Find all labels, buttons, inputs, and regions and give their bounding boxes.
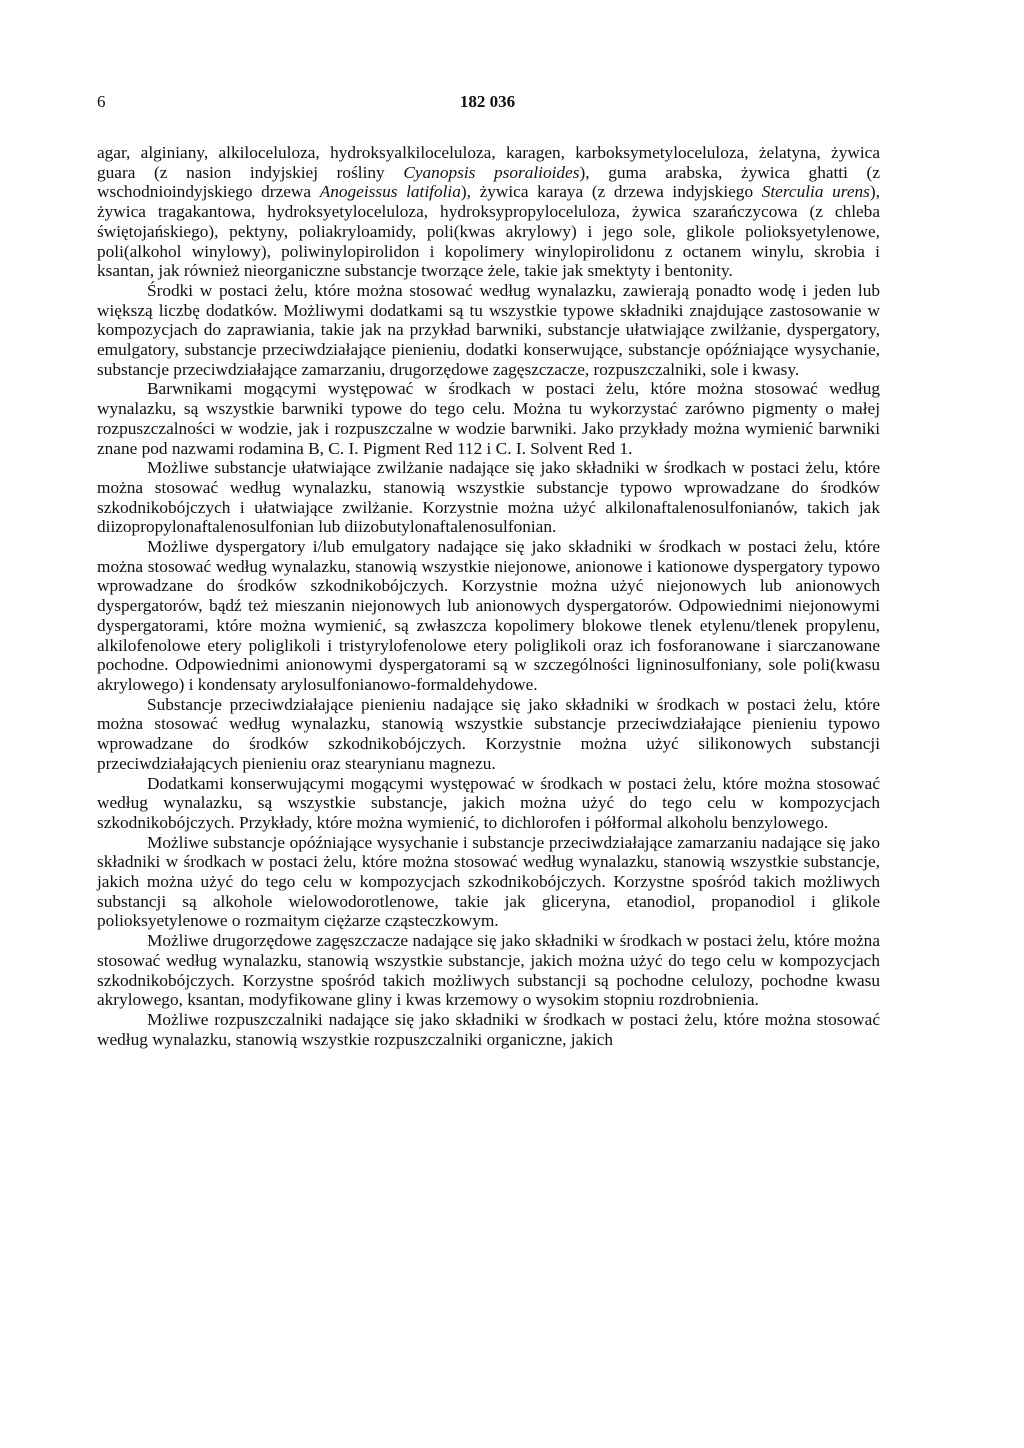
page-number: 6 — [97, 92, 106, 111]
paragraph: Dodatkami konserwującymi mogącymi występować w środkach w postaci żelu, które można stosować według wynalazku, są wszystkie substancje, jakich można użyć do tego celu w kompozycjach szkodnikobójczych. Przykłady, które można wymienić, to dichlorofen i półformal alkoholu benzylowego. — [97, 773, 880, 832]
paragraph: Możliwe substancje ułatwiające zwilżanie nadające się jako składniki w środkach w postaci żelu, które można stosować według wynalazku, stanowią wszystkie substancje typowo wprowadzane do środków szkodnikobójczych i ułatwiające zwilżanie. Korzystnie można użyć alkilonaftalenosulfonianów, takich jak diizopropylonaftalenosulfonian lub diizobutylonaftalenosulfonian. — [97, 458, 880, 537]
paragraph: Możliwe drugorzędowe zagęszczacze nadające się jako składniki w środkach w postaci żelu, które można stosować według wynalazku, stanowią wszystkie substancje, jakich można użyć do tego celu w kompozycjach szkodnikobójczych. Korzystne spośród takich możliwych substancji są pochodne celulozy, pochodne kwasu akrylowego, ksantan, modyfikowane gliny i kwas krzemowy o wysokim stopniu rozdrobnienia. — [97, 931, 880, 1010]
paragraph: Substancje przeciwdziałające pienieniu nadające się jako składniki w środkach w postaci żelu, które można stosować według wynalazku, stanowią wszystkie substancje przeciwdziałające pienieniu typowo wprowadzane do środków szkodnikobójczych. Korzystnie można użyć silikonowych substancji przeciwdziałających pienieniu oraz stearynianu magnezu. — [97, 694, 880, 773]
paragraph: Środki w postaci żelu, które można stosować według wynalazku, zawierają ponadto wodę i jeden lub większą liczbę dodatków. Możliwymi dodatkami są tu wszystkie typowe składniki znajdujące zastosowanie w kompozycjach do zaprawiania, takie jak na przykład barwniki, substancje ułatwiające zwilżanie, dyspergatory, emulgatory, substancje przeciwdziałające pienieniu, dodatki konserwujące, substancje opóźniające wysychanie, substancje przeciwdziałające zamarzaniu, drugorzędowe zagęszczacze, rozpuszczalniki, sole i kwasy. — [97, 280, 880, 379]
page-header — [97, 92, 878, 116]
document-body — [97, 143, 880, 1049]
species-name: Cyanopsis psoralioides — [403, 162, 580, 182]
patent-number: 182 036 — [459, 92, 516, 111]
paragraph: Możliwe dyspergatory i/lub emulgatory nadające się jako składniki w środkach w postaci żelu, które można stosować według wynalazku, stanowią wszystkie niejonowe, anionowe i kationowe dyspergatory typowo wprowadzane do środków szkodnikobójczych. Korzystnie można użyć niejonowych lub anionowych dyspergatorów, bądź też mieszanin niejonowych lub anionowych dyspergatorów. Odpowiednimi niejonowymi dyspergatorami, które można wymienić, są zwłaszcza kopolimery blokowe tlenek etylenu/tlenek propylenu, alkilofenolowe etery poliglikoli i tristyrylofenolowe etery poliglikoli oraz ich fosforanowane i siarczanowane pochodne. Odpowiednimi anionowymi dyspergatorami są w szczególności ligninosulfoniany, sole poli(kwasu akrylowego) i kondensaty arylosulfonianowo-formaldehydowe. — [97, 537, 880, 694]
paragraph: Możliwe rozpuszczalniki nadające się jako składniki w środkach w postaci żelu, które można stosować według wynalazku, stanowią wszystkie rozpuszczalniki organiczne, jakich — [97, 1009, 880, 1049]
paragraph: Barwnikami mogącymi występować w środkach w postaci żelu, które można stosować według wynalazku, są wszystkie barwniki typowe do tego celu. Można tu wykorzystać zarówno pigmenty o małej rozpuszczalności w wodzie, jak i rozpuszczalne w wodzie barwniki. Jako przykłady można wymienić barwniki znane pod nazwami rodamina B, C. I. Pigment Red 112 i C. I. Solvent Red 1. — [97, 379, 880, 458]
paragraph: agar, alginiany, alkiloceluloza, hydroksyalkiloceluloza, karagen, karboksymetyloceluloza, żelatyna, żywica guara (z nasion indyjskiej rośliny Cyanopsis psoralioides), guma arabska, żywica ghatti (z wschodnioindyjskiego drzewa Anogeissus latifolia), żywica karaya (z drzewa indyjskiego Sterculia urens), żywica tragakantowa, hydroksyetyloceluloza, hydroksypropyloceluloza, żywica szarańczycowa (z chleba świętojańskiego), pektyny, poliakryloamidy, poli(kwas akrylowy) i jego sole, glikole polioksyetylenowe, poli(alkohol winylowy), poliwinylopirolidon i kopolimery winylopirolidonu z octanem winylu, skrobia i ksantan, jak również nieorganiczne substancje tworzące żele, takie jak smektyty i bentonity. — [97, 143, 880, 281]
paragraph: Możliwe substancje opóźniające wysychanie i substancje przeciwdziałające zamarzaniu nadające się jako składniki w środkach w postaci żelu, które można stosować według wynalazku, stanowią wszystkie substancje, jakich można użyć do tego celu w kompozycjach szkodnikobójczych. Korzystne spośród takich możliwych substancji są alkohole wielowodorotlenowe, takie jak gliceryna, etanodiol, propanodiol i glikole polioksyetylenowe o rozmaitym ciężarze cząsteczkowym. — [97, 832, 880, 931]
species-name: Sterculia urens — [761, 182, 870, 202]
species-name: Anogeissus latifolia — [319, 182, 461, 202]
